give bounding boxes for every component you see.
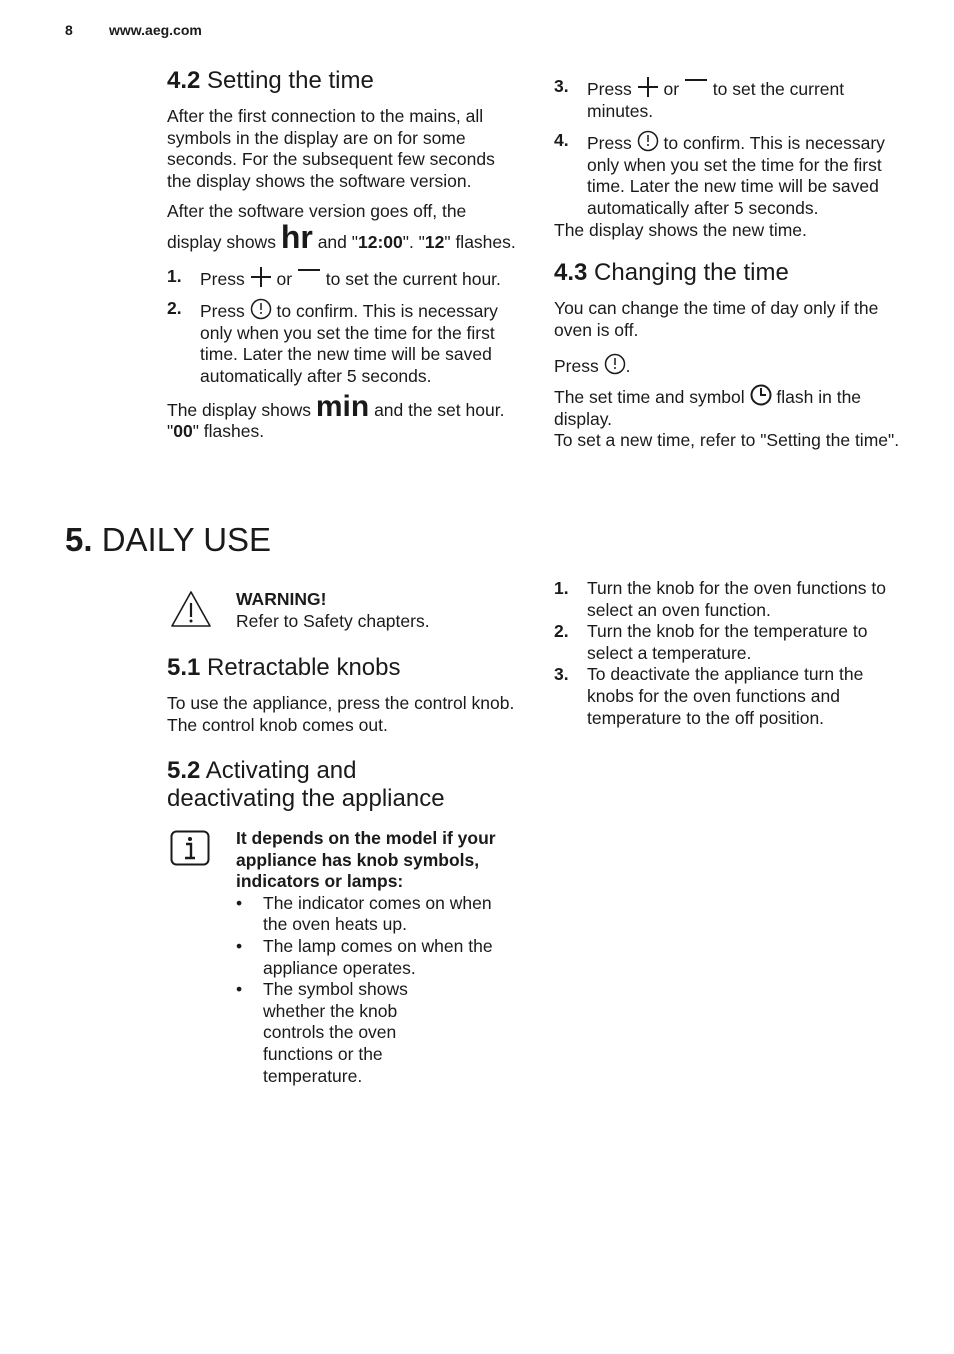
clock-icon bbox=[604, 353, 626, 375]
site-url: www.aeg.com bbox=[109, 22, 202, 38]
section-5-1 bbox=[167, 654, 522, 736]
paragraph: After the first connection to the mains, all symbols in the display are on for some seconds. For the subsequent few seconds the display shows the software version. bbox=[167, 106, 495, 191]
paragraph: Press . bbox=[554, 353, 909, 378]
chapter-title: 5. DAILY USE bbox=[65, 521, 272, 558]
section-4-2-continued bbox=[554, 76, 909, 452]
hr-icon: hr bbox=[280, 218, 313, 255]
section-title: 4.2 Setting the time bbox=[167, 67, 374, 94]
minus-icon bbox=[297, 266, 321, 288]
clock-icon bbox=[637, 130, 659, 152]
paragraph: The display shows min and the set hour. "00" flashes. bbox=[167, 389, 505, 442]
plus-icon bbox=[637, 76, 659, 98]
warning-title: WARNING! bbox=[236, 589, 327, 609]
list-item: 3. Press or to set the current minutes. bbox=[554, 76, 845, 121]
info-box bbox=[236, 828, 501, 1087]
min-icon: min bbox=[315, 389, 370, 423]
list-item: 2. Turn the knob for the temperature to select a temperature. bbox=[554, 621, 868, 663]
list-item: 3. To deactivate the appliance turn the knobs for the oven functions and temperature to the off position. bbox=[554, 664, 864, 728]
section-4-2 bbox=[167, 67, 522, 443]
info-icon bbox=[170, 830, 210, 866]
page-number: 8 bbox=[65, 22, 73, 38]
paragraph: After the software version goes off, the display shows hr and "12:00". "12" flashes. bbox=[167, 201, 516, 255]
list-item: • The symbol shows whether the knob controls the oven functions or the temperature. bbox=[236, 979, 408, 1086]
list-item: • The lamp comes on when the appliance operates. bbox=[236, 935, 493, 978]
paragraph: The set time and symbol flash in the display. bbox=[554, 384, 909, 430]
list-item: 1. Turn the knob for the oven functions to select an oven function. bbox=[554, 578, 886, 620]
section-title: 4.3 Changing the time bbox=[554, 259, 789, 287]
paragraph: To use the appliance, press the control knob. The control knob comes out. bbox=[167, 693, 515, 735]
steps-list bbox=[554, 578, 909, 729]
warning-box bbox=[236, 589, 536, 632]
paragraph: To set a new time, refer to "Setting the time". bbox=[554, 430, 900, 451]
plus-icon bbox=[250, 266, 272, 288]
paragraph: The display shows the new time. bbox=[554, 219, 807, 240]
list-item: 4. Press to confirm. This is necessary only when you set the time for the first time. Later the new time will be saved automatically after 5 seconds. bbox=[554, 130, 885, 218]
clock-hands-icon bbox=[750, 384, 772, 406]
minus-icon bbox=[684, 76, 708, 98]
section-title: 5.2 Activating and deactivating the appliance bbox=[167, 757, 445, 812]
warning-icon bbox=[170, 590, 212, 628]
list-item: 2. Press to confirm. This is necessary only when you set the time for the first time. Later the new time will be saved automatically after 5 seconds. bbox=[167, 298, 498, 386]
warning-text: Refer to Safety chapters. bbox=[236, 610, 430, 631]
list-item: 1. Press or to set the current hour. bbox=[167, 265, 501, 289]
clock-icon bbox=[250, 298, 272, 320]
info-title: It depends on the model if your appliance has knob symbols, indicators or lamps: bbox=[236, 828, 496, 892]
list-item: • The indicator comes on when the oven heats up. bbox=[236, 892, 492, 935]
paragraph: You can change the time of day only if the oven is off. bbox=[554, 298, 879, 340]
section-5-2 bbox=[167, 757, 522, 813]
section-title: 5.1 Retractable knobs bbox=[167, 654, 401, 681]
